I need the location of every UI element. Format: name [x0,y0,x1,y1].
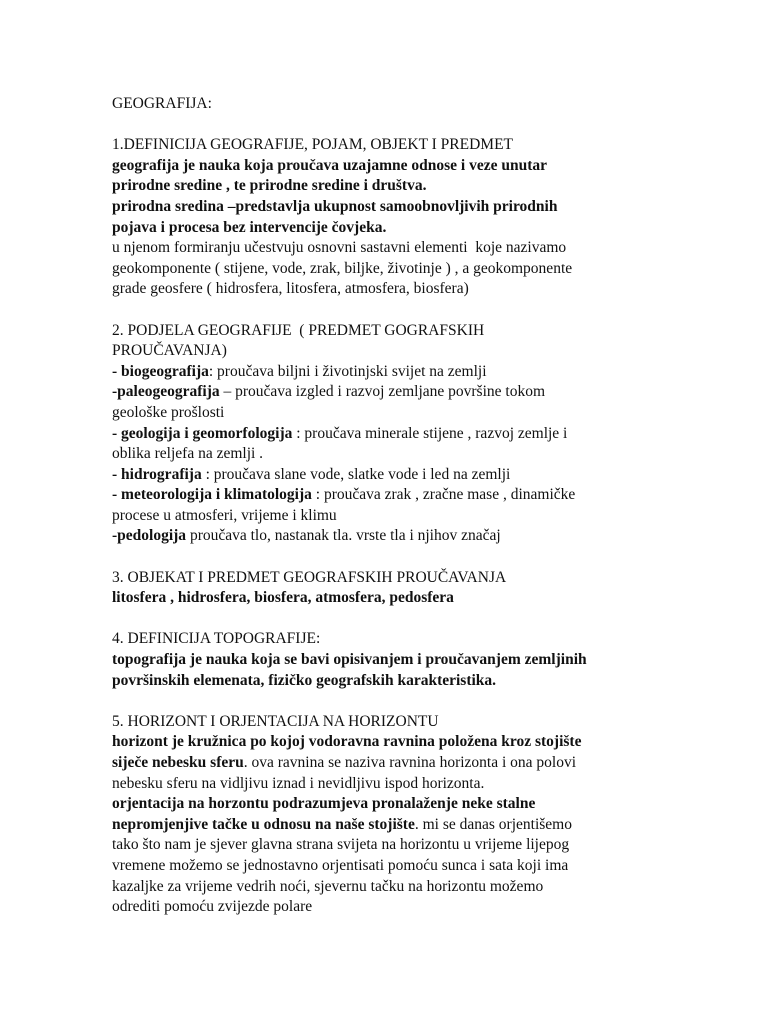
section-5-line-2 [112,753,652,774]
bold-text: pojava i procesa bez intervencije čovjeka. [112,218,387,236]
list-item-hidrografija [112,465,652,486]
bold-text: geografija je nauka koja proučava uzajamne odnose i veze unutar [112,156,547,174]
section-4-heading: 4. DEFINICIJA TOPOGRAFIJE: [112,630,321,648]
list-item-geologija [112,424,652,445]
list-item-term: -paleogeografija [112,383,220,401]
section-1-bold-line-2 [112,176,652,197]
section-5-bold-line-4 [112,794,652,815]
list-item-text: proučava tlo, nastanak tla. vrste tla i njihov značaj [186,527,501,545]
list-item-term: - geologija i geomorfologija [112,424,293,442]
bold-text: topografija je nauka koja se bavi opisivanjem i proučavanjem zemljinih [112,651,587,669]
section-3-bold-line-1 [112,588,652,609]
section-4-bold-line-2 [112,671,652,692]
bold-text: horizont je kružnica po kojoj vodoravna ravnina položena kroz stojište [112,733,582,751]
spacer [112,609,652,630]
list-item-text: : proučava zrak , zračne mase , dinamičke [311,486,576,504]
list-item-paleogeografija [112,382,652,403]
section-1-bold-line-1 [112,156,652,177]
spacer [112,547,652,568]
bold-text: prirodna sredina –predstavlja ukupnost samoobnovljivih prirodnih [112,197,558,215]
section-5-line-5 [112,815,652,836]
section-1-bold-line-3 [112,197,652,218]
section-1-text-line-3: grade geosfere ( hidrosfera, litosfera, atmosfera, biosfera) [112,280,469,298]
section-2-heading-line-1: 2. PODJELA GEOGRAFIJE ( PREDMET GOGRAFSKIH [112,321,485,339]
section-5-line-9: odrediti pomoću zvijezde polare [112,898,313,916]
bold-text: litosfera , hidrosfera, biosfera, atmosfera, pedosfera [112,589,454,607]
plain-text: . mi se danas orjentišemo [414,815,572,833]
list-item-text: : proučava minerale stijene , razvoj zemlje i [292,424,568,442]
list-item-term: -pedologija [112,527,187,545]
section-1-bold-line-4 [112,218,652,239]
spacer [112,115,652,136]
list-item-term: - biogeografija [112,362,209,380]
spacer [112,300,652,321]
document-title: GEOGRAFIJA: [112,95,212,112]
section-1-text-line-1: u njenom formiranju učestvuju osnovni sastavni elementi koje nazivamo [112,239,567,257]
section-5-line-3: nebesku sferu na vidljivu iznad i nevidljivu ispod horizonta. [112,774,485,792]
section-5-bold-line-1 [112,732,652,753]
list-item-meteorologija-cont: procese u atmosferi, vrijeme i klimu [112,506,337,524]
bold-text: nepromjenjive tačke u odnosu na naše stojište [112,815,415,833]
list-item-term: - hidrografija [112,465,202,483]
section-5-line-8: kazaljke za vrijeme vedrih noći, sjevernu tačku na horizontu možemo [112,877,544,895]
list-item-text: : proučava biljni i životinjski svijet na zemlji [208,362,487,380]
list-item-paleogeografija-cont: geološke prošlosti [112,403,225,421]
section-5-line-7: vremene možemo se jednostavno orjentisati pomoću sunca i sata koji ima [112,856,569,874]
list-item-term: - meteorologija i klimatologija [112,486,312,504]
document-body [112,94,652,918]
section-1-text-line-2: geokomponente ( stijene, vode, zrak, biljke, životinje ) , a geokomponente [112,259,573,277]
bold-text: orjentacija na horzontu podrazumjeva pronalaženje neke stalne [112,795,536,813]
bold-text: površinskih elemenata, fizičko geografskih karakteristika. [112,671,497,689]
section-3-heading: 3. OBJEKAT I PREDMET GEOGRAFSKIH PROUČAVANJA [112,568,507,586]
list-item-text: : proučava slane vode, slatke vode i led na zemlji [201,465,511,483]
list-item-pedologija [112,526,652,547]
section-2-heading-line-2: PROUČAVANJA) [112,342,227,360]
list-item-geologija-cont: oblika reljefa na zemlji . [112,445,264,463]
section-5-heading: 5. HORIZONT I ORJENTACIJA NA HORIZONTU [112,712,439,730]
section-4-bold-line-1 [112,650,652,671]
section-5-line-6: tako što nam je sjever glavna strana svijeta na horizontu u vrijeme lijepog [112,836,570,854]
list-item-meteorologija [112,485,652,506]
bold-text: siječe nebesku sferu [112,754,244,771]
list-item-text: – proučava izgled i razvoj zemljane površine tokom [219,383,545,401]
bold-text: prirodne sredine , te prirodne sredine i društva. [112,177,427,195]
plain-text: . ova ravnina se naziva ravnina horizonta i ona polovi [243,754,577,771]
spacer [112,691,652,712]
list-item-biogeografija [112,362,652,383]
section-1-heading: 1.DEFINICIJA GEOGRAFIJE, POJAM, OBJEKT I PREDMET [112,136,514,154]
